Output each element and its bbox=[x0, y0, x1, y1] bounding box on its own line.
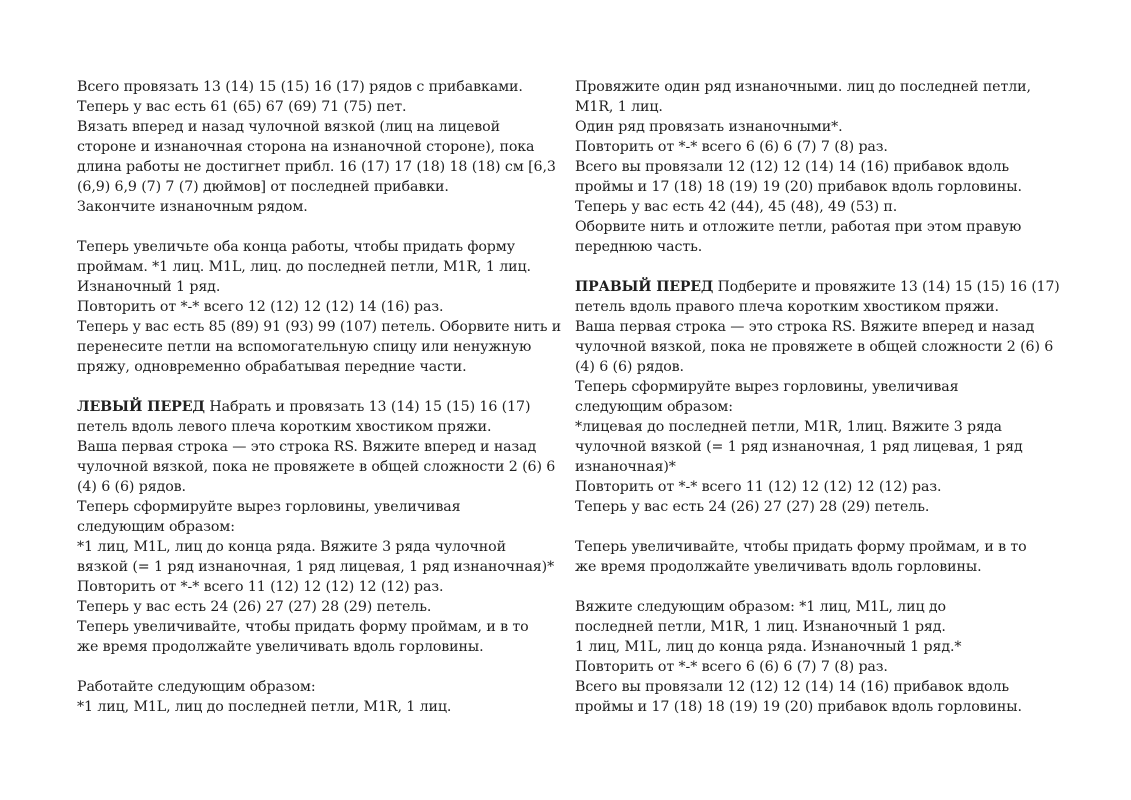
text-line: Повторить от *-* всего 6 (6) 6 (7) 7 (8) раз. bbox=[575, 139, 888, 155]
text-line: стороне и изнаночная сторона на изнаночной стороне), пока bbox=[77, 139, 535, 155]
text-line: Теперь сформируйте вырез горловины, увеличивая bbox=[575, 379, 959, 395]
right-front-section-first-line bbox=[575, 277, 1061, 297]
text-line: Теперь у вас есть 61 (65) 67 (69) 71 (75) пет. bbox=[77, 99, 407, 115]
paragraph-spacer bbox=[575, 517, 1061, 537]
text-line: Повторить от *-* всего 6 (6) 6 (7) 7 (8) раз. bbox=[575, 659, 888, 675]
text-line: Один ряд провязать изнаночными*. bbox=[575, 119, 843, 135]
text-line: следующим образом: bbox=[77, 519, 235, 535]
text-line: чулочной вязкой, пока не провяжете в общей сложности 2 (6) 6 bbox=[77, 459, 556, 475]
paragraph-spacer bbox=[77, 217, 563, 237]
text-line: Вязать вперед и назад чулочной вязкой (лиц на лицевой bbox=[77, 119, 500, 135]
text-line: же время продолжайте увеличивать вдоль горловины. bbox=[575, 559, 982, 575]
text-line: *лицевая до последней петли, M1R, 1лиц. Вяжите 3 ряда bbox=[575, 419, 1002, 435]
text-fragment: Набрать и провязать 13 (14) 15 (15) 16 (17) bbox=[204, 399, 531, 415]
text-line: *1 лиц, M1L, лиц до последней петли, M1R, 1 лиц. bbox=[77, 699, 452, 715]
text-line: Оборвите нить и отложите петли, работая при этом правую bbox=[575, 219, 1022, 235]
left-column bbox=[77, 77, 563, 717]
text-line: Теперь увеличьте оба конца работы, чтобы придать форму bbox=[77, 239, 515, 255]
paragraph-spacer bbox=[575, 577, 1061, 597]
text-line: же время продолжайте увеличивать вдоль горловины. bbox=[77, 639, 484, 655]
text-line: следующим образом: bbox=[575, 399, 733, 415]
text-line: Провяжите один ряд изнаночными. лиц до последней петли, bbox=[575, 79, 1031, 95]
paragraph-spacer bbox=[77, 657, 563, 677]
text-line: проймам. *1 лиц. M1L, лиц. до последней петли, M1R, 1 лиц. bbox=[77, 259, 531, 275]
text-line: проймы и 17 (18) 18 (19) 19 (20) прибавок вдоль горловины. bbox=[575, 699, 1022, 715]
text-line: 1 лиц, M1L, лиц до конца ряда. Изнаночный 1 ряд.* bbox=[575, 639, 962, 655]
paragraph-spacer bbox=[77, 377, 563, 397]
text-line: Изнаночный 1 ряд. bbox=[77, 279, 221, 295]
text-line: Теперь у вас есть 85 (89) 91 (93) 99 (107) петель. Оборвите нить и bbox=[77, 319, 561, 335]
text-line: изнаночная)* bbox=[575, 459, 676, 475]
text-line: (6,9) 6,9 (7) 7 (7) дюймов] от последней прибавки. bbox=[77, 179, 449, 195]
text-line: Всего вы провязали 12 (12) 12 (14) 14 (16) прибавок вдоль bbox=[575, 159, 1010, 175]
text-line: Теперь сформируйте вырез горловины, увеличивая bbox=[77, 499, 461, 515]
text-line: петель вдоль правого плеча коротким хвостиком пряжи. bbox=[575, 299, 999, 315]
text-line: Ваша первая строка — это строка RS. Вяжите вперед и назад bbox=[77, 439, 537, 455]
right-front-section-heading: ПРАВЫЙ ПЕРЕД bbox=[575, 279, 714, 295]
text-line: проймы и 17 (18) 18 (19) 19 (20) прибавок вдоль горловины. bbox=[575, 179, 1022, 195]
text-line: Теперь увеличивайте, чтобы придать форму проймам, и в то bbox=[77, 619, 529, 635]
text-line: Повторить от *-* всего 11 (12) 12 (12) 12 (12) раз. bbox=[575, 479, 942, 495]
text-line: длина работы не достигнет прибл. 16 (17) 17 (18) 18 (18) см [6,3 bbox=[77, 159, 556, 175]
paragraph-spacer bbox=[575, 257, 1061, 277]
text-line: Ваша первая строка — это строка RS. Вяжите вперед и назад bbox=[575, 319, 1035, 335]
text-line: Повторить от *-* всего 12 (12) 12 (12) 14 (16) раз. bbox=[77, 299, 444, 315]
text-line: Всего провязать 13 (14) 15 (15) 16 (17) рядов с прибавками. bbox=[77, 79, 523, 95]
text-line: чулочной вязкой (= 1 ряд изнаночная, 1 ряд лицевая, 1 ряд bbox=[575, 439, 1023, 455]
left-front-section-heading: ЛЕВЫЙ ПЕРЕД bbox=[77, 399, 205, 415]
text-line: M1R, 1 лиц. bbox=[575, 99, 663, 115]
text-line: Вяжите следующим образом: *1 лиц, M1L, лиц до bbox=[575, 599, 946, 615]
text-line: *1 лиц, M1L, лиц до конца ряда. Вяжите 3 ряда чулочной bbox=[77, 539, 506, 555]
text-line: петель вдоль левого плеча коротким хвостиком пряжи. bbox=[77, 419, 492, 435]
right-column bbox=[575, 77, 1061, 717]
left-front-section-first-line bbox=[77, 397, 563, 417]
text-line: Повторить от *-* всего 11 (12) 12 (12) 12 (12) раз. bbox=[77, 579, 444, 595]
text-fragment: Подберите и провяжите 13 (14) 15 (15) 16 (17) bbox=[713, 279, 1060, 295]
text-line: Теперь у вас есть 24 (26) 27 (27) 28 (29) петель. bbox=[77, 599, 432, 615]
text-line: вязкой (= 1 ряд изнаночная, 1 ряд лицевая, 1 ряд изнаночная)* bbox=[77, 559, 555, 575]
text-line: Теперь у вас есть 24 (26) 27 (27) 28 (29) петель. bbox=[575, 499, 930, 515]
text-line: чулочной вязкой, пока не провяжете в общей сложности 2 (6) 6 bbox=[575, 339, 1054, 355]
text-line: последней петли, M1R, 1 лиц. Изнаночный 1 ряд. bbox=[575, 619, 946, 635]
text-line: перенесите петли на вспомогательную спицу или ненужную bbox=[77, 339, 532, 355]
text-line: Всего вы провязали 12 (12) 12 (14) 14 (16) прибавок вдоль bbox=[575, 679, 1010, 695]
text-line: (4) 6 (6) рядов. bbox=[575, 359, 684, 375]
text-line: Теперь увеличивайте, чтобы придать форму проймам, и в то bbox=[575, 539, 1027, 555]
text-line: Работайте следующим образом: bbox=[77, 679, 316, 695]
text-line: пряжу, одновременно обрабатывая передние части. bbox=[77, 359, 467, 375]
text-line: переднюю часть. bbox=[575, 239, 703, 255]
text-line: (4) 6 (6) рядов. bbox=[77, 479, 186, 495]
text-line: Теперь у вас есть 42 (44), 45 (48), 49 (53) п. bbox=[575, 199, 898, 215]
text-line: Закончите изнаночным рядом. bbox=[77, 199, 308, 215]
